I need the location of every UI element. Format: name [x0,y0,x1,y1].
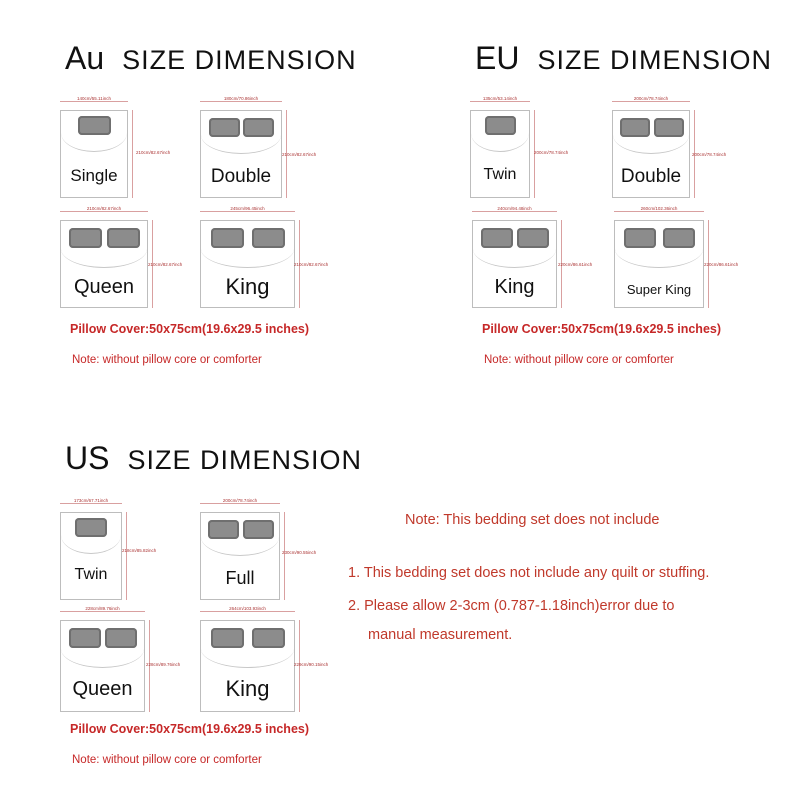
us-king-length-label: 229cm/90.15inch [294,662,329,667]
au-queen-length-label: 210cm/82.67inch [148,262,183,267]
au-bed-double [200,96,317,198]
pillow-icon [211,228,244,248]
au-double-length-label: 210cm/82.67inch [282,152,317,157]
pillow-icon [624,228,656,248]
us-notes-item-1: 1. This bedding set does not include any quilt or stuffing. [348,565,710,581]
pillow-icon [243,118,274,137]
au-king-label: King [225,274,270,299]
au-single-width-label: 140cm/55.11inch [77,96,111,101]
eu-super-king-label: Super King [626,282,692,297]
pillow-icon [663,228,695,248]
au-bed-queen [60,206,183,308]
us-pillow-cover-note: Pillow Cover:50x75cm(19.6x29.5 inches) [70,722,310,736]
us-full-width-label: 200cm/78.74inch [222,498,258,503]
au-double-label: Double [210,166,272,187]
us-king-label: King [225,676,270,701]
eu-bed-double [612,96,727,198]
au-king-width-label: 245cm/96.45inch [230,206,265,211]
eu-super-king-length-label: 220cm/86.61inch [704,262,739,267]
pillow-icon [654,118,684,137]
pillow-icon [517,228,549,248]
pillow-icon [243,520,274,539]
eu-pillow-cover-note: Pillow Cover:50x75cm(19.6x29.5 inches) [482,322,722,336]
eu-bed-king [472,206,593,308]
us-bed-king [200,606,329,712]
au-region-code: Au [65,40,105,76]
au-queen-label: Queen [73,276,135,298]
bed-outline [60,512,122,600]
au-single-label: Single [70,166,118,185]
eu-king-width-label: 240cm/94.48inch [497,206,532,211]
pillow-icon [107,228,140,248]
eu-twin-width-label: 135cm/53.14inch [482,96,518,101]
us-full-label: Full [225,568,255,588]
us-title-text: SIZE DIMENSION [127,445,362,475]
bed-outline [470,110,530,198]
us-bed-twin [60,498,157,600]
us-queen-label: Queen [72,678,133,700]
pillow-icon [252,628,285,648]
us-region-code: US [65,440,110,476]
us-king-width-label: 264cm/103.93inch [229,606,266,611]
au-double-width-label: 180cm/70.86inch [223,96,259,101]
eu-bed-super-king [614,206,739,308]
au-single-length-label: 210cm/82.67inch [136,150,171,155]
pillow-icon [75,518,107,537]
eu-double-width-label: 200cm/78.74inch [633,96,669,101]
au-king-length-label: 210cm/82.67inch [294,262,329,267]
us-queen-width-label: 228cm/89.76inch [85,606,120,611]
eu-bed-twin [470,96,569,198]
pillow-icon [105,628,137,648]
eu-region-code: EU [475,40,520,76]
pillow-icon [481,228,513,248]
us-bed-full [200,498,317,600]
pillow-icon [485,116,516,135]
eu-twin-length-label: 200cm/78.74inch [534,150,569,155]
eu-title-text: SIZE DIMENSION [537,45,772,75]
eu-king-length-label: 220cm/86.61inch [558,262,593,267]
pillow-icon [69,228,102,248]
us-notes-heading: Note: This bedding set does not include [405,512,660,528]
us-full-length-label: 230cm/90.55inch [282,550,317,555]
au-title [65,40,357,77]
eu-double-label: Double [620,166,682,187]
eu-king-label: King [494,276,535,298]
pillow-icon [252,228,285,248]
au-queen-width-label: 210cm/82.67inch [86,206,122,211]
us-title [65,440,362,477]
pillow-icon [78,116,111,135]
us-queen-length-label: 228cm/89.76inch [146,662,181,667]
eu-twin-label: Twin [483,166,517,183]
us-bed-queen [60,606,181,712]
au-pillow-cover-note: Pillow Cover:50x75cm(19.6x29.5 inches) [70,322,310,336]
eu-super-king-width-label: 260cm/102.36inch [640,206,678,211]
au-bed-king [200,206,329,308]
pillow-icon [211,628,244,648]
eu-double-length-label: 200cm/78.74inch [692,152,727,157]
us-twin-length-label: 218cm/85.82inch [122,548,157,553]
au-bed-single [60,96,171,198]
pillow-icon [208,520,239,539]
us-note: Note: without pillow core or comforter [72,754,262,766]
us-twin-width-label: 173cm/67.71inch [73,498,109,503]
us-twin-label: Twin [74,566,108,583]
pillow-icon [209,118,240,137]
us-notes-item-2-line-2: manual measurement. [368,627,513,643]
us-notes-item-2-line-1: 2. Please allow 2-3cm (0.787-1.18inch)error due to [348,598,675,614]
au-note: Note: without pillow core or comforter [72,354,262,366]
pillow-icon [620,118,650,137]
pillow-icon [69,628,101,648]
au-title-text: SIZE DIMENSION [122,45,357,75]
eu-note: Note: without pillow core or comforter [484,354,674,366]
eu-title [475,40,772,77]
